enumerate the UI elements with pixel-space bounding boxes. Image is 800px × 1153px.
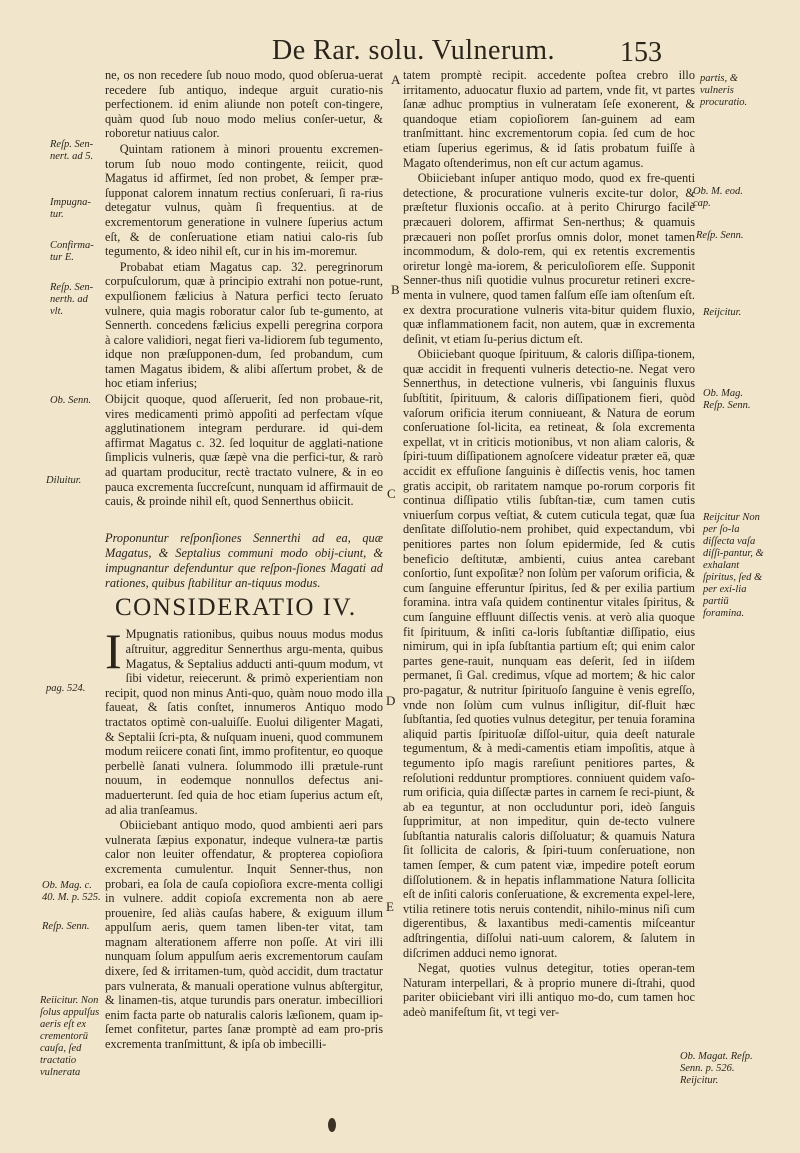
paragraph: tatem promptè recipit. accedente poſtea crebro illo irritamento, aduocatur fluxio ad partem, vnde fit, vt partes ſanæ adhuc promptius in vulneratam ſeſe exonerent, & quandoque etiam copioſiorem ſan-guinem ad eam tranſmittant. hinc excrementorum copia. ſed cum de hoc etiam ſuperius egerimus, & id ſatis probatum fuiſſe à Magato oſtenderimus, non eſt cur actum agamus.	[403, 68, 695, 170]
section-letter: D	[386, 693, 396, 708]
section-letter: E	[386, 899, 394, 914]
italic-summary: Proponuntur reſponſiones Sennerthi ad ea, quæ Magatus, & Septalius communi modo obij-ciunt, & impugnantur defenduntur que reſpon-ſiones Magati ad rationes, quibus ſtabilitur an-tiquus modus.	[105, 530, 383, 590]
paragraph: Obiiciebant quoque ſpirituum, & caloris diſſipa-tionem, quæ accidit in frequenti vulneris detectio-ne. Negat vero Sennerthus, in detectione vulneris, vbi ſanguinis fluxus ſubſtitit, ſpirituum, & caloris diſſipationem fieri, quòd vaſorum orificia iterum conniueant, & Natura de eorum conſeruatione ſol-licita, ea retineat, & ſola excrementa expellat, vt in criticis motionibus, vt non aliam caloris, & ſpiri-tuum diſſipationem agnoſcere videatur præter eā, quæ accidit ex effuſione ſanguinis è diſſectis venis, hoc tamen gratis accipit, ob raritatem namque po-rorum corporis fit continua diſſipatio vtilis ſubſtan-tiæ, cum tamen cutis vniuerſum corpus veſtiat, & cutem cuticula tegat, quæ ſua denſitate diſſolutio-nem prohibet, quid expectandum, vbi penitiores partes non ſolum epidermide, ſed & cutis beneficio deſtitutæ, ambienti, cuius antea carebant conſortio, ſunt expoſitæ? non ſolùm per vaſorum orificia, & cum ſanguine efferuntur ſpiritus, ſed & per exilia partium foramina. intra vaſa quidem continentur vitales ſpiritus, & cum ſanguine effluunt diſſectis venis. at verò alia quoque fit ſpirituum, & inſiti ca-loris ſubſtantiæ diſſipatio, eius nimirum, qui in ipſa ſubſtantia partium eſt; qui enim calor partes gene-rauit, nunquam eas deſerit, ſed in iiſdem permanet, ſi Gal. credimus, vſque ad mortem; & hic calor pro-pagatur, & nutritur ſpirituoſo ſanguine è venis egreſſo, vnde non ſolùm cum vulnus inſligitur, diſ-fluit hæc ſubſtantia, ſed quoties vulnus detegitur, per tenuia foramina aliquid partis ſpirituoſæ diſſol-uitur, quia deeſt naturale tegumentum, & à medi-camentis etiam impoſitis, atque à tegumento ipſo magis rareſiunt penitiores partes, & reſolutioni redduntur promptiores. conniuent quidem vaſo-rum orificia, quia diſſectæ partes in carnem ſe reci-piunt, & ab ea teguntur, at non occluduntur pori, ideò ſanguis ſupprimitur, at non impeditur, quin de-tecto vulnere ſubſtantia naturalis caloris diſſoluatur; & quamuis Natura ſit ſollicita de caloris, & ſpiri-tuum conſeruatione, non tamen ſemper, & cum patent viæ, impedire poteſt eorum diſſolutionem. & in hepatis inflammatione Natura ſollicita eſt de inſiti caloris conſeruatione, & excrementa expel-lere, vtilia retinere totis neruis contendit, nihilo-minus niſi cum digerentibus, & laxantibus medi-camentis miſceantur adſtringentia, diſſolui nati-uum calorem, & ſalutem in diſcrimen adduci nemo ignorat.	[403, 347, 695, 960]
margin-note: Confirma-tur E.	[50, 240, 94, 263]
ornament-drop	[328, 1118, 336, 1132]
margin-note: Reſp. Senn.	[42, 921, 90, 932]
paragraph: ne, os non recedere ſub nouo modo, quod obſerua-uerat recedere ſub antiquo, indeque arguit curatio-nis perfectionem. id enim aliunde non poteſt con-tingere, quàm quod ſub nouo modo melius conſer-uetur, & roboretur natiuus calor.	[105, 68, 383, 141]
margin-note: Ob. Mag. Reſp. Senn.	[703, 388, 751, 411]
page-number: 153	[620, 37, 662, 68]
margin-note: Ob. Mag. c. 40. M. p. 525.	[42, 880, 101, 903]
right-column	[403, 68, 695, 1021]
left-column	[105, 68, 383, 1053]
section-letter: B	[391, 282, 400, 297]
margin-note: Ob. Magat. Reſp. Senn. p. 526. Reijcitur.	[680, 1051, 753, 1086]
margin-note: Reijcitur Non per ſo-la diſſecta vaſa diſſi-pantur, & exhalant ſpiritus, ſed & per exi-lia partiū foramina.	[703, 512, 764, 619]
paragraph: Quintam rationem à minori prouentu excremen-torum ſub nouo modo contingente, reiicit, quod Magatus id affirmet, ſed non probet, & ſemper præ-ſupponat calorem innatum rectius conſeruari, ſi ra-rius detegatur vulnus, quàm ſi frequentius. at de excrementorum generatione in vulnere ſuperius actum eſt, & de conſeruatione etiam natiui calo-ris ſub tegumento, & ideo nihil eſt, cur in his im-moremur.	[105, 141, 383, 259]
margin-note: Reijcitur.	[703, 307, 742, 318]
paragraph: Obijcit quoque, quod aſſeruerit, ſed non probaue-rit, vires medicamenti primò appoſiti ad perfectam vſque agglutinationem integram perdurare. id qui-dem affirmat Magatus c. 32. ſed loquitur de agglati-natione ſimplicis vulneris, quæ ſæpè vna die perfici-tur, & rarò ad quartam producitur, rectè tractato vulnere, & in eo pauca excrementa ſuccreſcunt, nunquam id affirmauit de cauis, & proinde nihil eſt, quod Sennerthus obiicit.	[105, 392, 383, 509]
running-title: De Rar. solu. Vulnerum.	[272, 35, 556, 66]
paragraph	[105, 623, 383, 817]
paragraph: Negat, quoties vulnus detegitur, toties operan-tem Naturam interpellari, & à proprio munere di-ſtrahi, quod pariter obiiciebant viri illi antiquo mo-do, cum tamen hoc adeò manifeſtum ſit, vt tegi ver-	[403, 961, 695, 1019]
section-heading: CONSIDERATIO IV.	[115, 593, 357, 621]
drop-cap: I	[105, 623, 122, 680]
paragraph: Obiiciebant antiquo modo, quod ambienti aeri pars vulnerata ſæpius exponatur, indeque vulnera-tæ partis calor non leuiter offendatur, & propterea copioſiora excrementa cumulentur. Inquit Senner-thus, non probari, ea ſola de cauſa copioſiora excre-menta colligi in vulnere. addit copioſa excrementa non ab aere prouenire, ſed aliàs cauſas habere, & exiguum illum appulſum aeris, quem tamen liben-ter vitat, tam magnam alterationem afferre non poſſe. At viri illi nunquam ſolum appulſum aeris excrementorum cauſam dixere, ſed & irritamen-tum, quòd accidit, dum tractatur pars vulnerata, & manuali operatione vulnus abſtergitur, & linamen-tis, atque turundis pars oneratur. imbecilliori enim facta parte ob naturalis caloris læſionem, quam ip-ſemet confitetur, partes ſanæ promptè ad eam pro-pris excrementa tranſmittunt, & ipſa ob imbecilli-	[105, 818, 383, 1052]
paragraph: Probabat etiam Magatus cap. 32. peregrinorum corpuſculorum, quæ à principio extrahi non potue-runt, expulſionem fælicius à Natura perfici tecto ſeruato vulnere, quia magis roboratur calor ſub te-gumento, at Sennerth. concedens fælicius expelli peregrina corpora à calore validiori, negat fieri va-lidiorem ſub tegumento, idque non præſupponen-dum, ſed probandum, cum tamen Magatus ibidem, & alibi aſſertum probet, & de hoc etiam inferius;	[105, 259, 383, 391]
margin-note: Reſp. Sen-nerth. ad vlt.	[50, 282, 94, 317]
section-letter: A	[391, 72, 401, 87]
margin-note: Reiicitur. Non ſolus appulſus aeris eſt ex crementorū cauſa, ſed tractatio vulnerata	[40, 995, 100, 1078]
margin-note: Diluitur.	[46, 475, 82, 486]
margin-note: pag. 524.	[46, 683, 86, 694]
paragraph: Obiiciebant inſuper antiquo modo, quod ex fre-quenti detectione, & procuratione vulneris excite-tur dolor, & præſtetur fluxionis occaſio. at à perito Chirurgo facilè præcaueri dolorem, affirmat Sen-nerthus; & quamuis præcaueri non poſſet prorſus omnis dolor, monet tamen incommodum, & dolo-rem, qui ex retentis excrementis oriretur longè ma-iorem, & periculoſiorem eſſe. Supponit Senner-thus niſi quotidie vulnus procuretur retineri excre-menta in vulnere, quod tamen falſum eſſe iam oſtenſum eſt. ex dextra procuratione vulneris vita-bitur quidem fluxio, quæ inflammationem facit, non autem, quæ in excrementa deſinit, vt etiam ſu-perius dictum eſt.	[403, 171, 695, 346]
margin-note: Impugna-tur.	[50, 197, 91, 220]
margin-note: Reſp. Senn.	[696, 230, 744, 241]
section-letter: C	[387, 486, 396, 501]
margin-note: partis, & vulneris procuratio.	[700, 73, 748, 108]
first-paragraph-text: Mpugnatis rationibus, quibus nouus modus modus aſtruitur, aggreditur Sennerthus argu-menta, quibus Magatus, & Septalius adducti anti-quum modum, vt ſibi videtur, reiecerunt. & primò experientiam non recipit, quod non minus Anti-quo, quàm nouo modo illa faueat, & ſatis conſtet, innumeros Antiquo modo tractatos optimè con-ualuiſſe. Euolui diligenter Magati, & Septalii ſcri-pta, & nuſquam inueni, quod communem modum reiicere conati ſint, immo profitentur, eo quoque perbellè ſanati vulnera. ſolummodo illi prætule-runt nouum, in eodemque nonnullos defectus ani-maduerterunt. ſed quia de hoc etiam ſuperius actum eſt, ad alia tranſeamus.	[105, 627, 383, 817]
margin-note: Reſp. Sen-nert. ad 5.	[50, 139, 94, 162]
margin-note: Ob. Senn.	[50, 395, 92, 406]
page-header	[0, 35, 800, 69]
margin-note: Ob. M. eod. cap.	[693, 186, 743, 209]
